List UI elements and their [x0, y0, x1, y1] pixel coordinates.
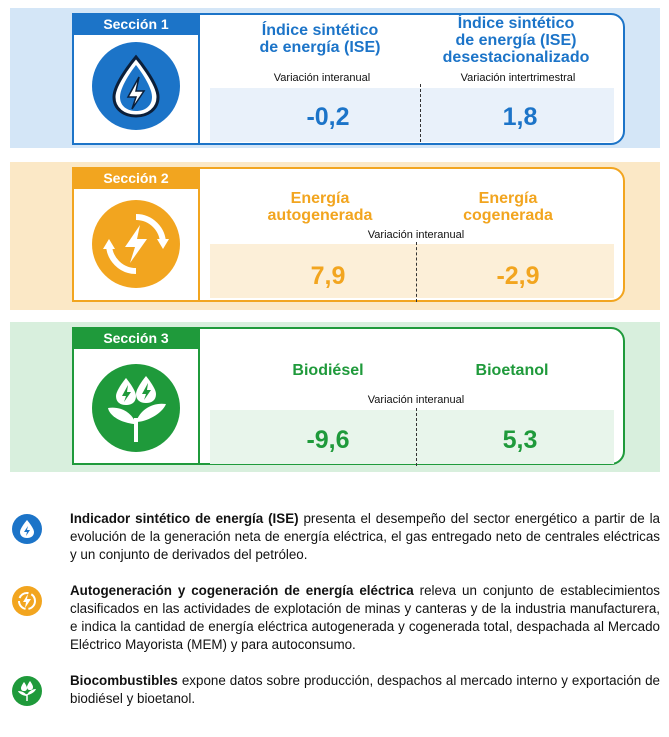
note-ise-bold: Indicador sintético de energía (ISE)	[70, 511, 299, 526]
section-3-subtitle: Variación interanual	[367, 394, 465, 406]
ise-value: -0,2	[306, 103, 350, 131]
cogenerated-value: -2,9	[496, 262, 540, 290]
ise-title-line1: Índice sintético	[261, 22, 379, 39]
cogenerated-title-line2: cogenerada	[463, 207, 553, 224]
ise-title-line2: de energía (ISE)	[259, 39, 381, 56]
note-biofuels-bold: Biocombustibles	[70, 673, 178, 688]
bioethanol-value: 5,3	[502, 426, 538, 454]
ise-title	[220, 22, 420, 56]
biodiesel-value: -9,6	[306, 426, 350, 454]
ise-des-subtitle: Variación intertrimestral	[460, 72, 576, 84]
section-3-tag: Sección 3	[72, 327, 200, 349]
note-biofuels	[10, 672, 660, 708]
note-autogeneration-text: releva un conjunto de establecimientos clasificados en las actividades de explotación de minas y canteras y de la industria manufacturera, e indica la cantidad de energía eléctrica autogenerada y cogenerada total, despachada al Mercado Eléctrico Mayorista (MEM) y para autoconsumo.	[70, 583, 660, 652]
recycle-bolt-icon	[12, 586, 42, 616]
autogenerated-title-line1: Energía	[290, 190, 350, 207]
recycle-bolt-icon	[92, 200, 180, 288]
note-biofuels-text: expone datos sobre producción, despachos al mercado interno y exportación de biodiésel y bioetanol.	[70, 673, 660, 706]
notes	[10, 510, 660, 722]
note-ise-text: presenta el desempeño del sector energético a partir de la evolución de la generación neta de energía eléctrica, el gas entregado neto de centrales eléctricas y un conjunto de derivados del petróleo.	[70, 511, 661, 562]
cogenerated-title	[408, 190, 608, 224]
water-drop-bolt-icon	[12, 514, 42, 544]
section-2	[10, 162, 660, 310]
biofuel-leaves-icon	[12, 676, 42, 706]
section-1-tag: Sección 1	[72, 13, 200, 35]
ise-des-title-line2: de energía (ISE)	[455, 32, 577, 49]
biofuel-leaves-icon	[92, 364, 180, 452]
section-1	[10, 8, 660, 148]
note-autogeneration	[10, 582, 660, 654]
ise-deseasonalized-title	[416, 15, 616, 66]
ise-des-value: 1,8	[502, 103, 538, 131]
autogenerated-title-line2: autogenerada	[267, 207, 373, 224]
section-2-subtitle: Variación interanual	[367, 229, 465, 241]
water-drop-bolt-icon	[92, 42, 180, 130]
bioethanol-title: Bioetanol	[475, 362, 549, 379]
autogenerated-value: 7,9	[310, 262, 346, 290]
section-2-tag: Sección 2	[72, 167, 200, 189]
cogenerated-title-line1: Energía	[478, 190, 538, 207]
ise-des-title-line3: desestacionalizado	[442, 49, 590, 66]
biodiesel-title: Biodiésel	[292, 362, 364, 379]
ise-des-title-line1: Índice sintético	[457, 15, 575, 32]
note-ise	[10, 510, 660, 564]
ise-subtitle: Variación interanual	[273, 72, 371, 84]
autogenerated-title	[220, 190, 420, 224]
section-3	[10, 322, 660, 472]
note-autogeneration-bold: Autogeneración y cogeneración de energía eléctrica	[70, 583, 414, 598]
